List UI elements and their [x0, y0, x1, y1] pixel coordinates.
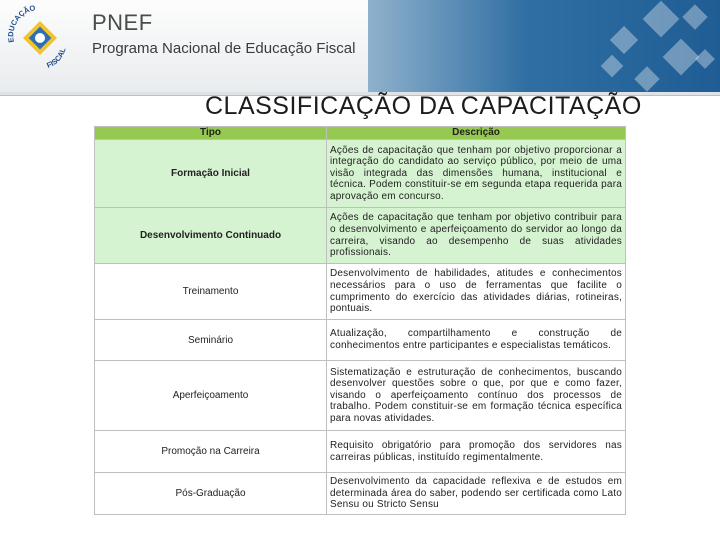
header-decoration [368, 0, 720, 92]
table-row [95, 473, 626, 515]
row-tipo: Pós-Graduação [95, 473, 327, 515]
row-tipo: Formação Inicial [95, 140, 327, 208]
table-row [95, 320, 626, 361]
svg-text:EDUCAÇÃO: EDUCAÇÃO [6, 3, 37, 44]
row-tipo: Treinamento [95, 264, 327, 320]
row-descricao: Ações de capacitação que tenham por objetivo contribuir para o desenvolvimento e aperfeiçoamento do servidor ao longo da carreira, visando ao desempenho de suas atividades profissionais. [327, 208, 626, 264]
row-descricao: Desenvolvimento de habilidades, atitudes e conhecimentos necessários para o uso de ferramentas que facilite o cumprimento do exercício das atividades diárias, rotineiras, pontuais. [327, 264, 626, 320]
row-descricao: Desenvolvimento da capacidade reflexiva e de estudos em determinada área do saber, podendo ser certificada como Lato Sensu ou Stricto Sensu [327, 473, 626, 515]
table-row [95, 208, 626, 264]
svg-text:FISCAL: FISCAL [45, 46, 68, 70]
row-tipo: Desenvolvimento Continuado [95, 208, 327, 264]
table-row [95, 264, 626, 320]
table-row [95, 361, 626, 431]
row-tipo: Promoção na Carreira [95, 431, 327, 473]
row-descricao: Requisito obrigatório para promoção dos servidores nas carreiras públicas, instituído regimentalmente. [327, 431, 626, 473]
row-tipo: Aperfeiçoamento [95, 361, 327, 431]
header-descricao: Descrição [327, 127, 626, 140]
page-title: CLASSIFICAÇÃO DA CAPACITAÇÃO [205, 92, 642, 120]
table-row [95, 431, 626, 473]
row-tipo: Seminário [95, 320, 327, 361]
pnef-logo [4, 2, 76, 74]
table-header-row [95, 127, 626, 140]
row-descricao: Sistematização e estruturação de conhecimentos, buscando desenvolver questões sobre o que, por que e como fazer, visando o aperfeiçoamento contínuo dos processos de trabalho. Podem constituir-se em formação técnica específica para novas atividades. [327, 361, 626, 431]
app-subtitle: Programa Nacional de Educação Fiscal [92, 40, 356, 57]
app-name: PNEF [92, 10, 153, 35]
table-row [95, 140, 626, 208]
header-tipo: Tipo [95, 127, 327, 140]
classification-table [94, 126, 626, 515]
header-left-panel [0, 0, 369, 92]
header-banner [0, 0, 720, 96]
row-descricao: Ações de capacitação que tenham por objetivo proporcionar a integração do candidato ao serviço público, por meio de uma visão integrada das dimensões humana, institucional e técnica. Podem constituir-se em segunda etapa requerida para aprovação em concurso. [327, 140, 626, 208]
row-descricao: Atualização, compartilhamento e construção de conhecimentos entre participantes e especialistas temáticos. [327, 320, 626, 361]
